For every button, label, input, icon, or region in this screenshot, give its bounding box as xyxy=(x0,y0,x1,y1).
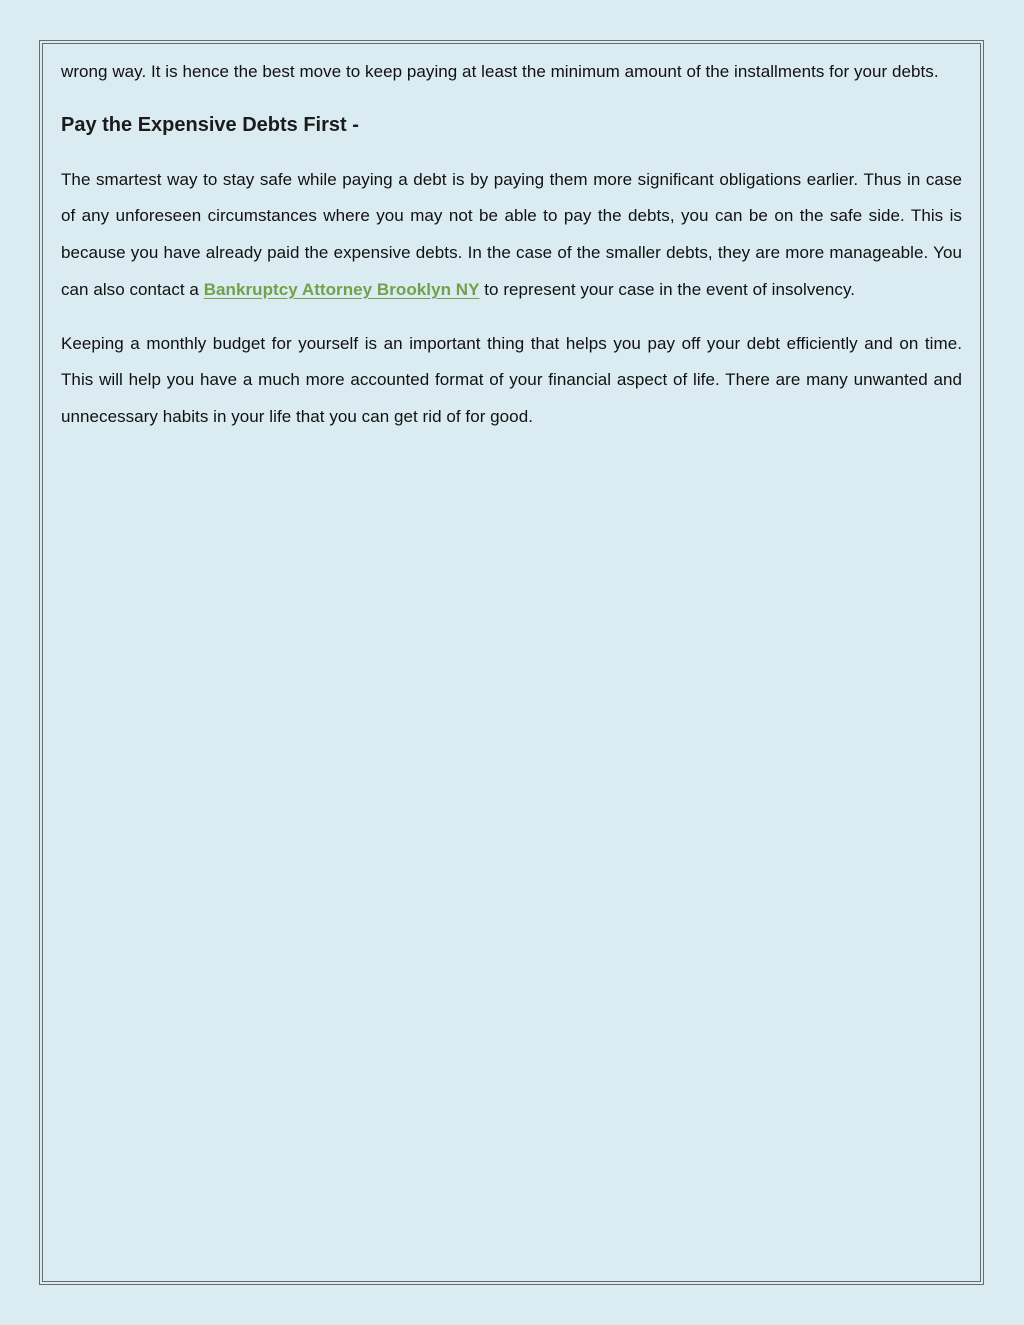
paragraph-expensive-debts xyxy=(61,162,962,309)
paragraph-monthly-budget: Keeping a monthly budget for yourself is an important thing that helps you pay off your debt efficiently and on time. This will help you have a much more accounted format of your financial aspect of life. There are many unwanted and unnecessary habits in your life that you can get rid of for good. xyxy=(61,333,962,426)
document-body xyxy=(61,54,962,436)
paragraph-text-after-link: to represent your case in the event of insolvency. xyxy=(479,279,856,299)
paragraph-intro: wrong way. It is hence the best move to keep paying at least the minimum amount of the installments for your debts. xyxy=(61,62,939,81)
bankruptcy-attorney-link[interactable]: Bankruptcy Attorney Brooklyn NY xyxy=(203,279,480,299)
paragraph-text-before-link: The smartest way to stay safe while paying a debt is by paying them more significant obligations earlier. Thus in case of any unforeseen circumstances where you may not be able to pay the debts, you can be on the safe side. This is because you have already paid the expensive debts. In the case of the smaller debts, they are more manageable. You can also contact a xyxy=(61,169,962,299)
section-heading: Pay the Expensive Debts First - xyxy=(61,113,359,136)
